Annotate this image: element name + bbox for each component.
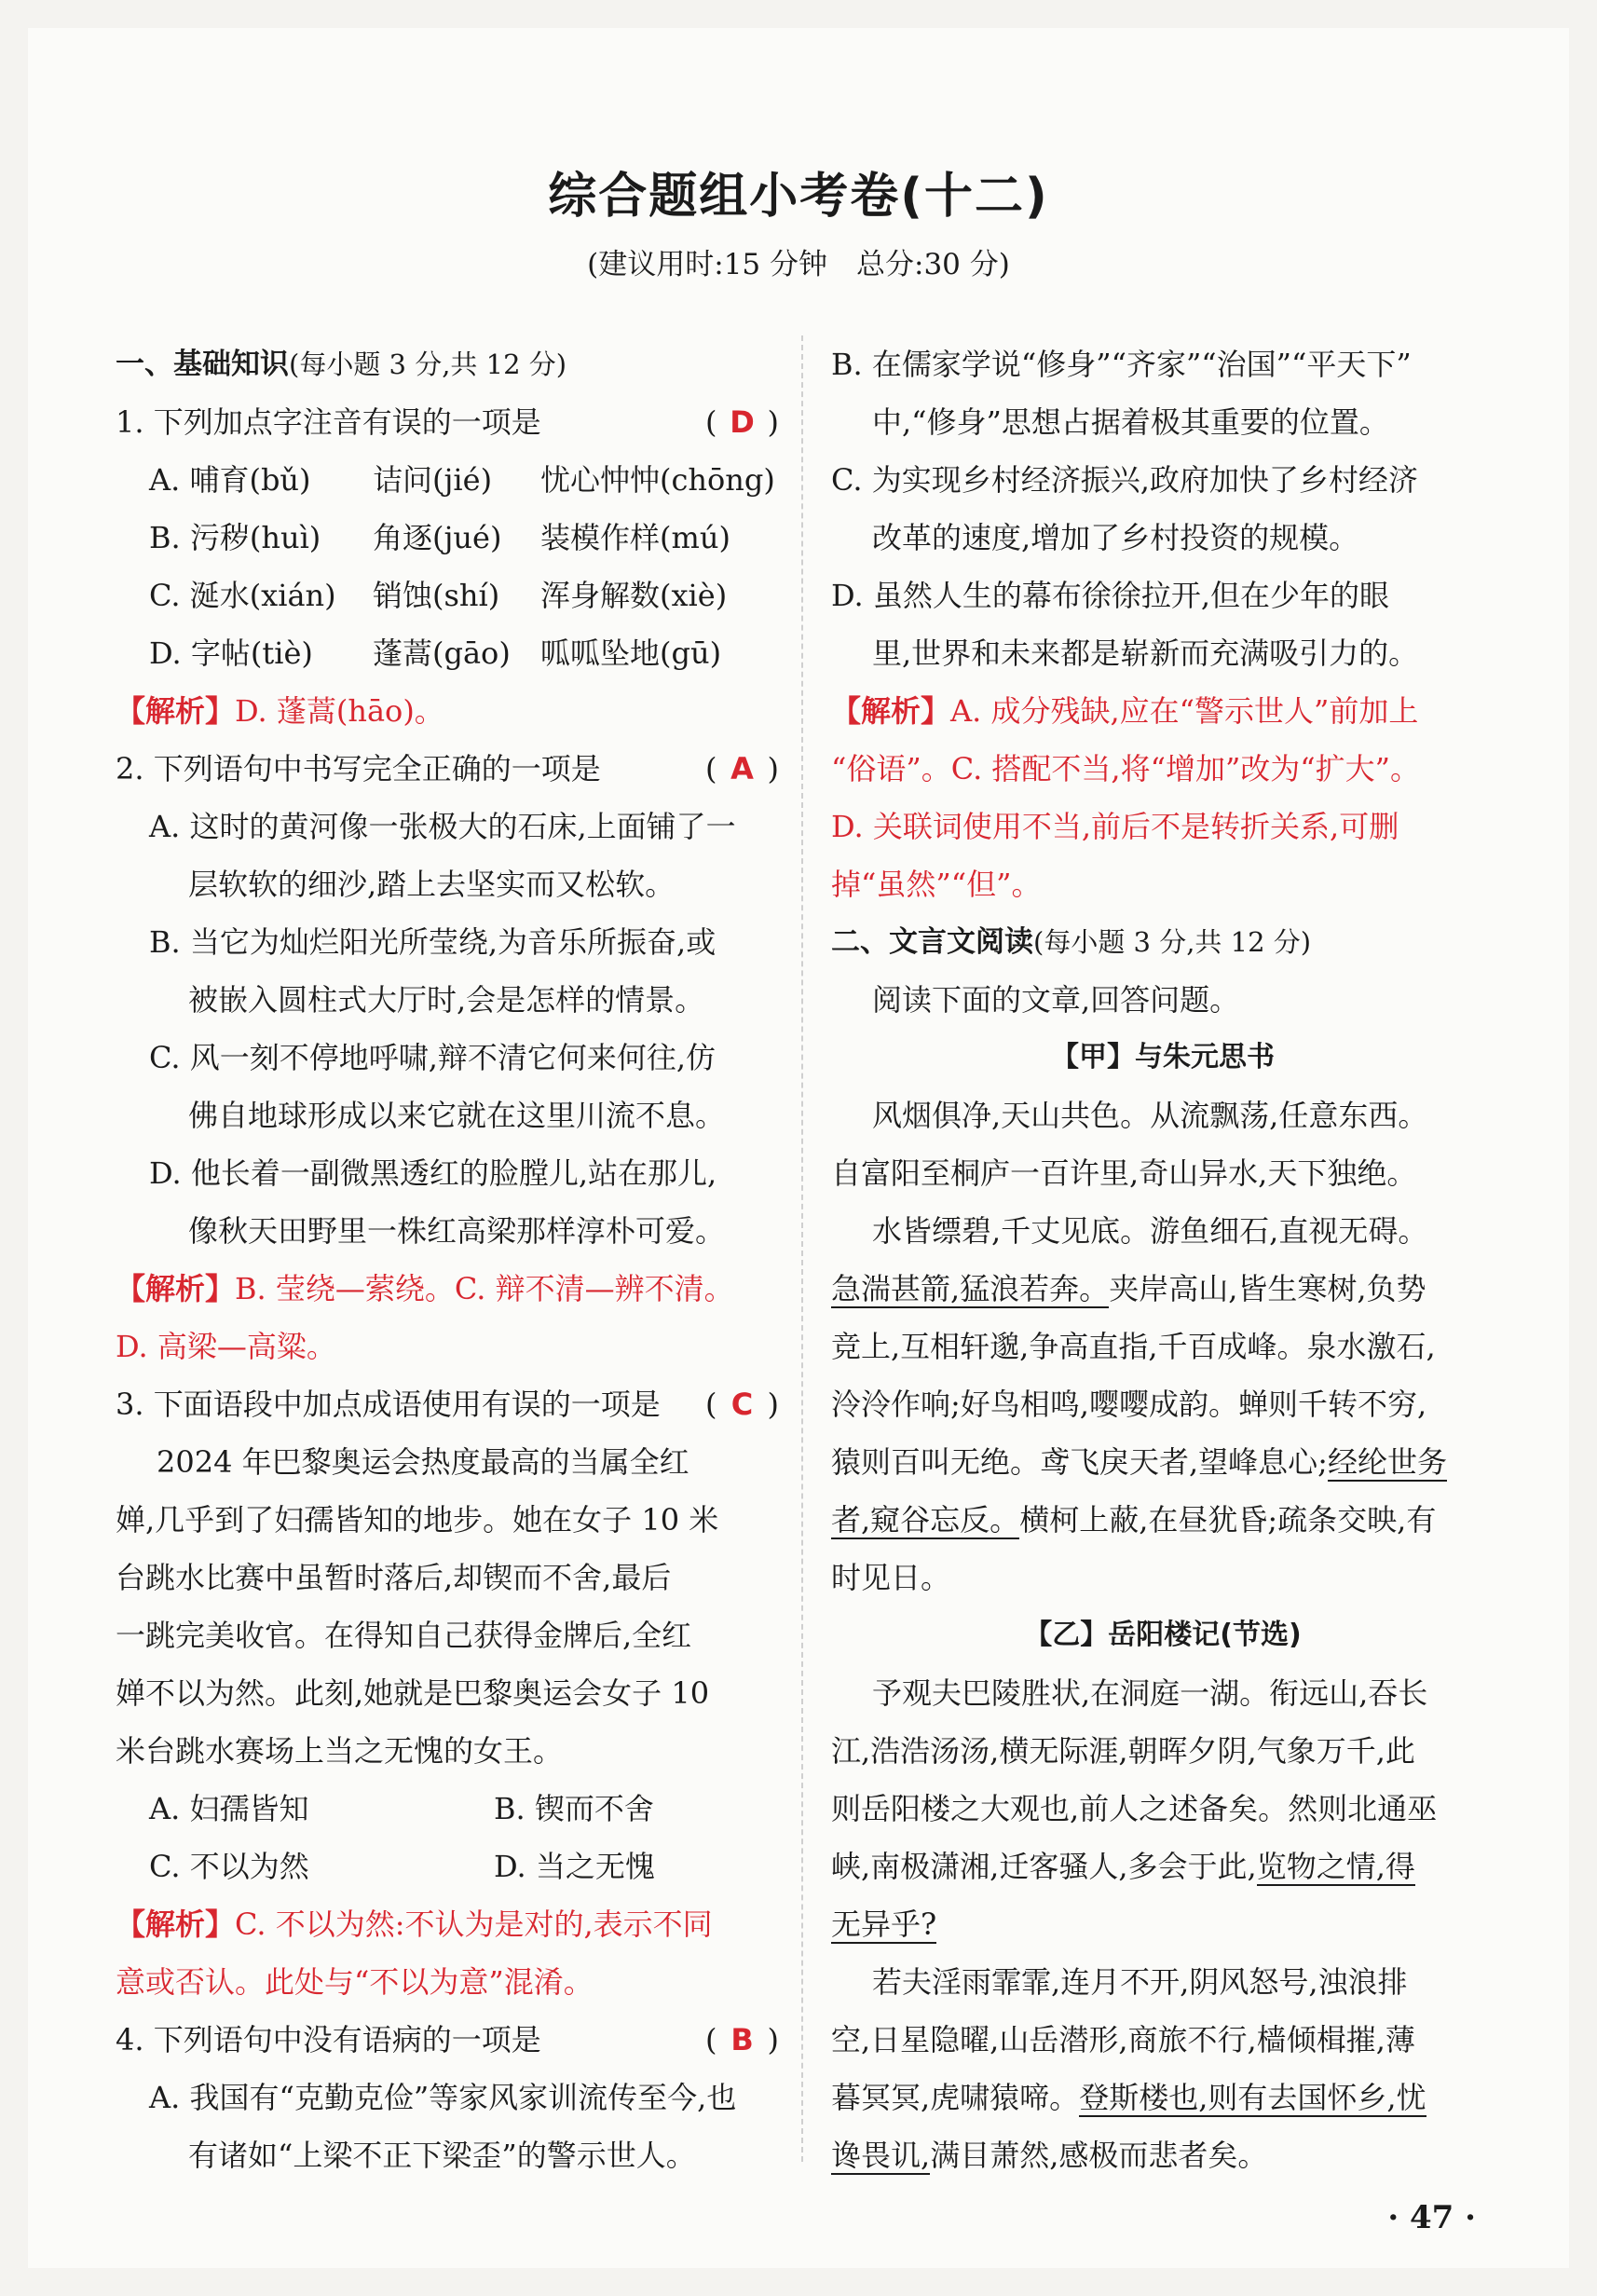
q3-passage-line: 婵不以为然。此刻,她就是巴黎奥运会女子 10	[116, 1675, 710, 1711]
q3-passage-line: 台跳水比赛中虽暂时落后,却锲而不舍,最后	[116, 1560, 672, 1595]
jia-text: 猿则百叫无绝。鸢飞戾天者,望峰息心;	[831, 1444, 1328, 1480]
jia-text: 夹岸高山,皆生寒树,负势	[1109, 1271, 1426, 1306]
page-title: 综合题组小考卷(十二)	[548, 169, 1049, 225]
passage-jia-title: 【甲】与朱元思书	[1051, 1041, 1275, 1073]
question-4-text: 4. 下列语句中没有语病的一项是	[116, 2022, 541, 2057]
question-2-text: 2. 下列语句中书写完全正确的一项是	[116, 751, 601, 786]
q3-passage-line: 米台跳水赛场上当之无愧的女王。	[116, 1733, 564, 1769]
answer-value: A	[730, 751, 754, 786]
analysis-tag: 【解析】	[116, 1271, 236, 1306]
q4-line: 里,世界和未来都是崭新而充满吸引力的。	[872, 636, 1419, 671]
q3-option-d: D. 当之无愧	[494, 1849, 655, 1884]
q4-line: B. 在儒家学说“修身”“齐家”“治国”“平天下”	[831, 347, 1412, 382]
question-3-stem	[116, 1375, 779, 1433]
answer-value: B	[730, 2022, 754, 2057]
yi-line	[831, 1895, 1495, 1953]
underlined-sentence: 登斯楼也,则有去国怀乡,忧	[1079, 2080, 1426, 2115]
page-subtitle: (建议用时:15 分钟 总分:30 分)	[587, 248, 1010, 281]
analysis-text: C. 不以为然:不认为是对的,表示不同	[235, 1906, 713, 1942]
jia-line: 泠泠作响;好鸟相鸣,嘤嘤成韵。蝉则千转不穷,	[831, 1387, 1427, 1422]
underlined-sentence: 览物之情,得	[1256, 1849, 1415, 1884]
q2-line: 像秋天田野里一株红高梁那样淳朴可爱。	[188, 1213, 726, 1249]
yi-line: 予观夫巴陵胜状,在洞庭一湖。衔远山,吞长	[872, 1675, 1428, 1711]
yi-line	[831, 2126, 1495, 2184]
analysis-text: B. 莹绕—萦绕。C. 辩不清—辨不清。	[235, 1271, 734, 1306]
question-2-stem	[116, 740, 779, 798]
section-2-note: (每小题 3 分,共 12 分)	[1033, 926, 1312, 958]
q4-analysis-cont: D. 关联词使用不当,前后不是转折关系,可删	[831, 809, 1399, 844]
passage-yi-title: 【乙】岳阳楼记(节选)	[1024, 1619, 1302, 1651]
q2-line: D. 他长着一副微黑透红的脸膛儿,站在那儿,	[149, 1155, 717, 1191]
q1-option-b-1: B. 污秽(huì)	[149, 520, 321, 555]
q3-passage-line: 一跳完美收官。在得知自己获得金牌后,全红	[116, 1618, 692, 1653]
jia-line	[831, 1433, 1495, 1491]
question-1-stem	[116, 393, 779, 451]
q1-option-row	[116, 567, 779, 624]
yi-text: 峡,南极潇湘,迁客骚人,多会于此,	[831, 1849, 1257, 1884]
q3-option-row	[116, 1780, 779, 1838]
page-number: · 47 ·	[1387, 2199, 1476, 2236]
q1-option-d-3: 呱呱坠地(gū)	[540, 636, 722, 671]
jia-line: 时见日。	[831, 1560, 951, 1595]
jia-line: 竞上,互相轩邈,争高直指,千百成峰。泉水激石,	[831, 1329, 1436, 1364]
jia-line	[831, 1491, 1495, 1549]
q2-analysis	[116, 1260, 779, 1318]
question-4-answer: ( B )	[705, 2011, 779, 2069]
q4-analysis-cont: 掉“虽然”“但”。	[831, 867, 1042, 902]
analysis-tag: 【解析】	[116, 1906, 236, 1942]
section-1-heading	[116, 335, 779, 393]
q3-passage-line: 2024 年巴黎奥运会热度最高的当属全红	[157, 1444, 689, 1480]
question-3-text: 3. 下面语段中加点成语使用有误的一项是	[116, 1387, 661, 1422]
underlined-sentence: 者,窥谷忘反。	[831, 1502, 1020, 1538]
analysis-text: A. 成分残缺,应在“警示世人”前加上	[950, 693, 1419, 729]
question-4-stem	[116, 2011, 779, 2069]
yi-line: 空,日星隐曜,山岳潜形,商旅不行,樯倾楫摧,薄	[831, 2022, 1415, 2057]
section-2-heading	[831, 913, 1495, 971]
q1-option-d-2: 蓬蒿(gāo)	[373, 636, 511, 671]
yi-line	[831, 1838, 1495, 1895]
q1-analysis	[116, 682, 779, 740]
left-column	[116, 335, 779, 2184]
jia-text: 横柯上蔽,在昼犹昏;疏条交映,有	[1019, 1502, 1437, 1538]
section-1-title: 一、基础知识	[116, 348, 289, 381]
q1-option-a-1: A. 哺育(bǔ)	[149, 462, 311, 498]
reading-instruction: 阅读下面的文章,回答问题。	[872, 982, 1240, 1018]
jia-line: 水皆缥碧,千丈见底。游鱼细石,直视无碍。	[872, 1213, 1428, 1249]
yi-line	[831, 2069, 1495, 2126]
q4-line: D. 虽然人生的幕布徐徐拉开,但在少年的眼	[831, 578, 1390, 613]
yi-line: 若夫淫雨霏霏,连月不开,阴风怒号,浊浪排	[872, 1964, 1408, 2000]
right-column	[831, 335, 1495, 2184]
analysis-tag: 【解析】	[116, 693, 236, 729]
analysis-tag: 【解析】	[831, 693, 951, 729]
question-2-answer: ( A )	[705, 740, 779, 798]
q1-option-c-2: 销蚀(shí)	[373, 578, 500, 613]
q3-option-c: C. 不以为然	[149, 1849, 309, 1884]
yi-text: 暮冥冥,虎啸猿啼。	[831, 2080, 1080, 2115]
q3-passage-line: 婵,几乎到了妇孺皆知的地步。她在女子 10 米	[116, 1502, 719, 1538]
yi-text: 满目萧然,感极而悲者矣。	[930, 2138, 1268, 2173]
q1-option-c-1: C. 涎水(xián)	[149, 578, 336, 613]
answer-value: C	[730, 1387, 754, 1422]
q4-analysis-cont: “俗语”。C. 搭配不当,将“增加”改为“扩大”。	[831, 751, 1421, 786]
q4-line: A. 我国有“克勤克俭”等家风家训流传至今,也	[149, 2080, 737, 2115]
analysis-text: D. 蓬蒿(hāo)。	[235, 693, 444, 729]
yi-line: 江,浩浩汤汤,横无际涯,朝晖夕阴,气象万千,此	[831, 1733, 1415, 1769]
question-1-answer: ( D )	[705, 393, 779, 451]
column-divider	[801, 335, 803, 2162]
q1-option-c-3: 浑身解数(xiè)	[540, 578, 728, 613]
q1-option-row	[116, 451, 779, 509]
underlined-sentence: 经纶世务	[1327, 1444, 1447, 1480]
q1-option-b-2: 角逐(jué)	[373, 520, 502, 555]
q4-line: 有诸如“上梁不正下梁歪”的警示世人。	[188, 2138, 696, 2173]
q1-option-a-2: 诘问(jié)	[373, 462, 493, 498]
q1-option-row	[116, 624, 779, 682]
q2-line: C. 风一刻不停地呼啸,辩不清它何来何往,仿	[149, 1040, 717, 1075]
q2-line: 层软软的细沙,踏上去坚实而又松软。	[188, 867, 676, 902]
yi-line: 则岳阳楼之大观也,前人之述备矣。然则北通巫	[831, 1791, 1438, 1826]
q3-option-row	[116, 1838, 779, 1895]
jia-line	[831, 1260, 1495, 1318]
section-1-note: (每小题 3 分,共 12 分)	[289, 348, 567, 380]
q3-analysis-cont: 意或否认。此处与“不以为意”混淆。	[116, 1964, 594, 2000]
section-2-title: 二、文言文阅读	[831, 925, 1033, 959]
jia-line: 自富阳至桐庐一百许里,奇山异水,天下独绝。	[831, 1155, 1417, 1191]
q2-line: B. 当它为灿烂阳光所莹绕,为音乐所振奋,或	[149, 924, 717, 960]
jia-line: 风烟俱净,天山共色。从流飘荡,任意东西。	[872, 1098, 1428, 1133]
q3-analysis	[116, 1895, 779, 1953]
q2-analysis-cont: D. 高梁—高粱。	[116, 1329, 336, 1364]
q4-analysis	[831, 682, 1495, 740]
q1-option-row	[116, 509, 779, 567]
q2-line: 被嵌入圆柱式大厅时,会是怎样的情景。	[188, 982, 705, 1018]
q4-line: C. 为实现乡村经济振兴,政府加快了乡村经济	[831, 462, 1418, 498]
q1-option-d-1: D. 字帖(tiè)	[149, 636, 313, 671]
question-1-text: 1. 下列加点字注音有误的一项是	[116, 404, 541, 440]
q2-line: 佛自地球形成以来它就在这里川流不息。	[188, 1098, 726, 1133]
answer-value: D	[730, 404, 755, 440]
underlined-sentence: 急湍甚箭,猛浪若奔。	[831, 1271, 1110, 1306]
q1-option-a-3: 忧心忡忡(chōng)	[540, 462, 775, 498]
underlined-sentence: 无异乎?	[831, 1906, 937, 1942]
question-3-answer: ( C )	[705, 1375, 779, 1433]
q4-line: 中,“修身”思想占据着极其重要的位置。	[872, 404, 1389, 440]
underlined-sentence: 谗畏讥,	[831, 2138, 931, 2173]
q1-option-b-3: 装模作样(mú)	[540, 520, 730, 555]
q3-option-b: B. 锲而不舍	[494, 1791, 654, 1826]
q3-option-a: A. 妇孺皆知	[149, 1791, 309, 1826]
q2-line: A. 这时的黄河像一张极大的石床,上面铺了一	[149, 809, 736, 844]
q4-line: 改革的速度,增加了乡村投资的规模。	[872, 520, 1359, 555]
